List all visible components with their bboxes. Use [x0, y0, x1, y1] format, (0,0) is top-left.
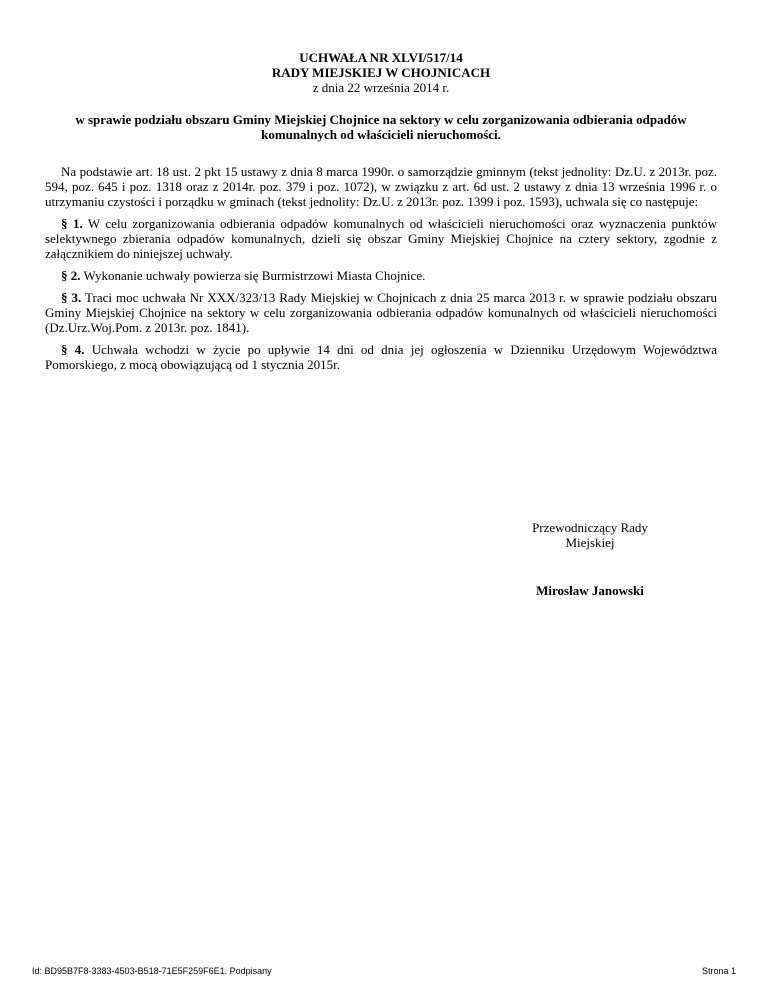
resolution-issuer: RADY MIEJSKIEJ W CHOJNICACH: [271, 65, 491, 80]
signature-role: Przewodniczący Rady: [532, 520, 648, 535]
document-id: Id: BD95B7F8-3383-4503-B518-71E5F259F6E1. Podpisany: [32, 966, 272, 976]
document-page: [45, 50, 718, 598]
paragraph-number: § 1.: [61, 216, 83, 231]
paragraph-4: [45, 342, 717, 372]
paragraph-1: [45, 216, 717, 261]
signature-role-cont: Miejskiej: [565, 535, 615, 550]
paragraph-text: Uchwała wchodzi w życie po upływie 14 dni od dnia jej ogłoszenia w Dzienniku Urzędowym Województwa Pomorskiego, z mocą obowiązującą od 1 stycznia 2015r.: [45, 342, 717, 372]
paragraph-number: § 4.: [61, 342, 85, 357]
resolution-date: z dnia 22 września 2014 r.: [312, 80, 450, 95]
paragraph-text: W celu zorganizowania odbierania odpadów komunalnych od właścicieli nieruchomości oraz wyznaczenia punktów selektywnego zbierania odpadów komunalnych, dzieli się obszar Gminy Miejskiej Chojnice na cztery sektory, zgodnie z załącznikiem do niniejszej uchwały.: [45, 216, 718, 261]
paragraph-2: [45, 268, 717, 283]
signature-block: [500, 520, 680, 598]
paragraph-number: § 2.: [61, 268, 81, 283]
paragraph-number: § 3.: [61, 290, 82, 305]
page-number: Strona 1: [701, 966, 736, 976]
document-header: [45, 50, 717, 95]
resolution-title: UCHWAŁA NR XLVI/517/14: [299, 50, 463, 65]
paragraph-text: Traci moc uchwała Nr XXX/323/13 Rady Miejskiej w Chojnicach z dnia 25 marca 2013 r. w sprawie podziału obszaru Gminy Miejskiej Chojnice na sektory w celu zorganizowania odbierania odpadów komunalnych od właścicieli nieruchomości (Dz.Urz.Woj.Pom. z 2013r. poz. 1841).: [45, 290, 718, 335]
resolution-subject: w sprawie podziału obszaru Gminy Miejskiej Chojnice na sektory w celu zorganizowania odbierania odpadów komunalnych od właścicieli nieruchomości.: [75, 112, 687, 142]
paragraph-3: [45, 290, 717, 335]
legal-basis: Na podstawie art. 18 ust. 2 pkt 15 ustawy z dnia 8 marca 1990r. o samorządzie gminnym (tekst jednolity: Dz.U. z 2013r. poz. 594, poz. 645 i poz. 1318 oraz z 2014r. poz. 379 i poz. 1072), w związku z art. 6d ust. 2 ustawy z dnia 13 września 1996 r. o utrzymaniu czystości i porządku w gminach (tekst jednolity: Dz.U. z 2013r. poz. 1399 i poz. 1593), uchwala się co następuje:: [45, 164, 717, 209]
signatory-name: Mirosław Janowski: [536, 583, 644, 598]
paragraph-text: Wykonanie uchwały powierza się Burmistrzowi Miasta Chojnice.: [83, 268, 426, 283]
